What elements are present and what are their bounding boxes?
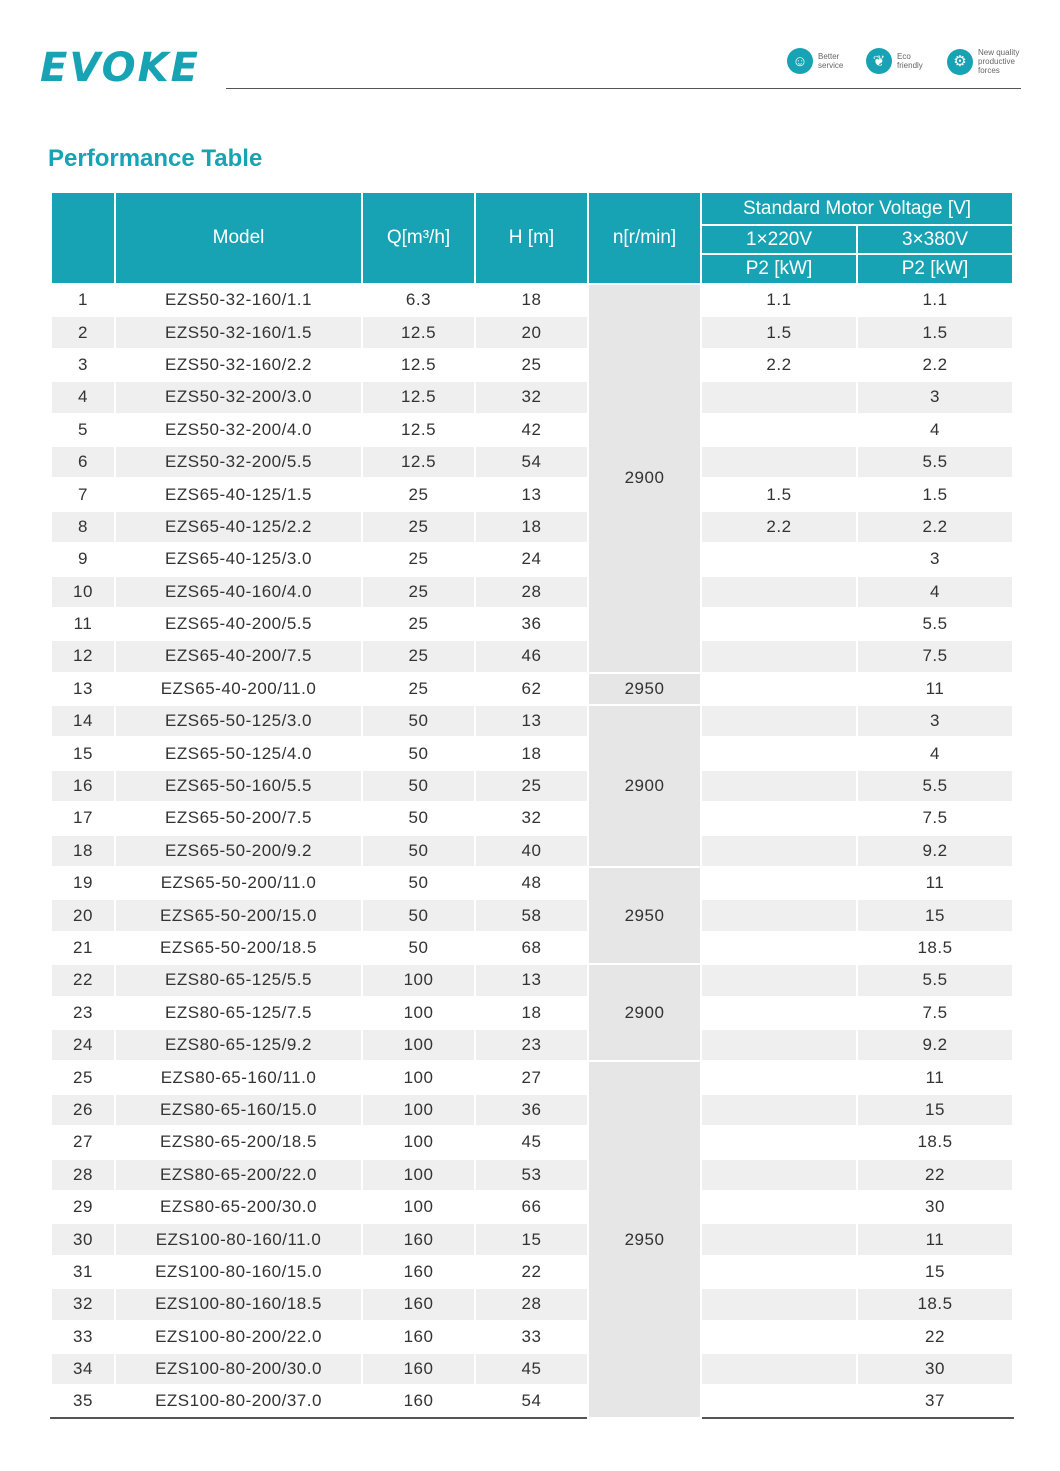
cell-flow: 100: [362, 1029, 475, 1061]
cell-power-1phase: [701, 964, 857, 996]
cell-power-3phase: 18.5: [857, 932, 1013, 964]
cell-index: 19: [51, 867, 115, 899]
header-divider: [226, 88, 1021, 89]
table-row: [51, 576, 1013, 608]
cell-power-1phase: 1.1: [701, 284, 857, 316]
table-row: [51, 1126, 1013, 1158]
table-row: [51, 770, 1013, 802]
cell-index: 25: [51, 1061, 115, 1093]
cell-index: 21: [51, 932, 115, 964]
cell-power-3phase: 7.5: [857, 802, 1013, 834]
cell-flow: 160: [362, 1385, 475, 1417]
cell-power-1phase: [701, 576, 857, 608]
cell-model: EZS80-65-125/9.2: [115, 1029, 362, 1061]
cell-index: 32: [51, 1288, 115, 1320]
cell-model: EZS100-80-200/37.0: [115, 1385, 362, 1417]
cell-index: 2: [51, 316, 115, 348]
cell-head: 58: [475, 899, 588, 931]
gear-icon: ⚙: [947, 49, 973, 75]
table-row: [51, 1061, 1013, 1093]
cell-power-1phase: [701, 414, 857, 446]
cell-flow: 25: [362, 511, 475, 543]
cell-head: 22: [475, 1256, 588, 1288]
table-row: [51, 1321, 1013, 1353]
table-row: [51, 1385, 1013, 1417]
cell-power-1phase: [701, 835, 857, 867]
leaf-icon: ❦: [866, 48, 892, 74]
badge-label: Eco friendly: [897, 52, 923, 70]
cell-model: EZS80-65-125/5.5: [115, 964, 362, 996]
header-flow: Q[m³/h]: [362, 192, 475, 284]
cell-head: 46: [475, 640, 588, 672]
cell-index: 3: [51, 349, 115, 381]
table-row: [51, 1094, 1013, 1126]
cell-head: 48: [475, 867, 588, 899]
table-row: [51, 640, 1013, 672]
cell-model: EZS65-40-125/3.0: [115, 543, 362, 575]
cell-model: EZS65-40-160/4.0: [115, 576, 362, 608]
cell-head: 42: [475, 414, 588, 446]
table-row: [51, 964, 1013, 996]
cell-power-3phase: 5.5: [857, 446, 1013, 478]
cell-model: EZS50-32-200/4.0: [115, 414, 362, 446]
page-title: Performance Table: [48, 145, 263, 172]
table-row: [51, 1353, 1013, 1385]
table-row: [51, 997, 1013, 1029]
cell-model: EZS65-50-125/4.0: [115, 737, 362, 769]
cell-power-1phase: [701, 640, 857, 672]
table-row: [51, 349, 1013, 381]
cell-flow: 12.5: [362, 349, 475, 381]
header-model: Model: [115, 192, 362, 284]
badge-eco-friendly: [866, 48, 923, 74]
cell-head: 15: [475, 1223, 588, 1255]
table-row: [51, 932, 1013, 964]
header-1phase: 1×220V: [701, 225, 857, 254]
cell-speed: 2950: [588, 673, 701, 705]
evoke-logo: EVOKE: [40, 45, 200, 91]
cell-index: 18: [51, 835, 115, 867]
cell-power-1phase: [701, 867, 857, 899]
cell-index: 35: [51, 1385, 115, 1417]
cell-flow: 100: [362, 964, 475, 996]
table-row: [51, 737, 1013, 769]
header-index: [51, 192, 115, 284]
cell-power-3phase: 11: [857, 1223, 1013, 1255]
cell-flow: 50: [362, 802, 475, 834]
cell-model: EZS100-80-160/18.5: [115, 1288, 362, 1320]
performance-table: [50, 191, 1014, 1419]
table-row: [51, 1191, 1013, 1223]
cell-flow: 12.5: [362, 446, 475, 478]
cell-power-3phase: 15: [857, 1256, 1013, 1288]
cell-power-1phase: [701, 446, 857, 478]
cell-speed: 2900: [588, 964, 701, 1061]
cell-model: EZS65-50-160/5.5: [115, 770, 362, 802]
cell-model: EZS65-50-200/15.0: [115, 899, 362, 931]
cell-flow: 100: [362, 1159, 475, 1191]
cell-flow: 50: [362, 932, 475, 964]
cell-model: EZS80-65-160/11.0: [115, 1061, 362, 1093]
cell-power-3phase: 37: [857, 1385, 1013, 1417]
cell-head: 32: [475, 802, 588, 834]
cell-index: 28: [51, 1159, 115, 1191]
cell-model: EZS65-40-200/5.5: [115, 608, 362, 640]
cell-power-1phase: [701, 802, 857, 834]
cell-power-3phase: 22: [857, 1159, 1013, 1191]
table-row: [51, 867, 1013, 899]
cell-index: 1: [51, 284, 115, 316]
cell-flow: 25: [362, 576, 475, 608]
cell-power-1phase: 1.5: [701, 316, 857, 348]
cell-model: EZS80-65-125/7.5: [115, 997, 362, 1029]
table-row: [51, 543, 1013, 575]
cell-head: 66: [475, 1191, 588, 1223]
cell-index: 5: [51, 414, 115, 446]
table-row: [51, 1159, 1013, 1191]
cell-power-1phase: [701, 1288, 857, 1320]
cell-index: 12: [51, 640, 115, 672]
cell-power-3phase: 30: [857, 1353, 1013, 1385]
cell-model: EZS100-80-160/15.0: [115, 1256, 362, 1288]
cell-index: 14: [51, 705, 115, 737]
cell-flow: 50: [362, 835, 475, 867]
cell-power-1phase: [701, 1126, 857, 1158]
cell-model: EZS65-40-125/1.5: [115, 478, 362, 510]
cell-flow: 160: [362, 1321, 475, 1353]
cell-head: 23: [475, 1029, 588, 1061]
cell-flow: 160: [362, 1288, 475, 1320]
cell-head: 27: [475, 1061, 588, 1093]
cell-index: 8: [51, 511, 115, 543]
cell-flow: 50: [362, 705, 475, 737]
header-speed: n[r/min]: [588, 192, 701, 284]
cell-index: 33: [51, 1321, 115, 1353]
table-row: [51, 414, 1013, 446]
cell-model: EZS100-80-200/22.0: [115, 1321, 362, 1353]
cell-power-1phase: 2.2: [701, 511, 857, 543]
table-row: [51, 478, 1013, 510]
cell-power-3phase: 1.5: [857, 478, 1013, 510]
cell-head: 36: [475, 608, 588, 640]
cell-model: EZS50-32-200/5.5: [115, 446, 362, 478]
cell-model: EZS65-40-125/2.2: [115, 511, 362, 543]
headset-icon: ☺: [787, 48, 813, 74]
cell-flow: 25: [362, 543, 475, 575]
cell-head: 28: [475, 576, 588, 608]
cell-head: 20: [475, 316, 588, 348]
cell-index: 6: [51, 446, 115, 478]
header-voltage: Standard Motor Voltage [V]: [701, 192, 1013, 225]
cell-head: 54: [475, 1385, 588, 1417]
cell-power-3phase: 4: [857, 737, 1013, 769]
cell-power-3phase: 11: [857, 673, 1013, 705]
cell-power-1phase: [701, 770, 857, 802]
badge-label: New quality productive forces: [978, 48, 1020, 75]
cell-power-1phase: [701, 1029, 857, 1061]
table-row: [51, 316, 1013, 348]
cell-power-1phase: [701, 737, 857, 769]
cell-index: 34: [51, 1353, 115, 1385]
cell-power-3phase: 3: [857, 705, 1013, 737]
cell-model: EZS50-32-160/2.2: [115, 349, 362, 381]
cell-model: EZS65-50-125/3.0: [115, 705, 362, 737]
cell-index: 23: [51, 997, 115, 1029]
table-body: [51, 284, 1013, 1418]
cell-power-1phase: [701, 932, 857, 964]
cell-head: 13: [475, 478, 588, 510]
cell-index: 7: [51, 478, 115, 510]
cell-flow: 6.3: [362, 284, 475, 316]
cell-index: 31: [51, 1256, 115, 1288]
cell-power-1phase: [701, 1353, 857, 1385]
cell-flow: 100: [362, 1126, 475, 1158]
table-row: [51, 1288, 1013, 1320]
cell-power-3phase: 15: [857, 899, 1013, 931]
cell-flow: 25: [362, 478, 475, 510]
cell-flow: 50: [362, 899, 475, 931]
cell-power-1phase: [701, 1191, 857, 1223]
cell-head: 53: [475, 1159, 588, 1191]
cell-flow: 50: [362, 770, 475, 802]
table-row: [51, 802, 1013, 834]
table-row: [51, 1223, 1013, 1255]
cell-flow: 50: [362, 737, 475, 769]
cell-power-3phase: 5.5: [857, 608, 1013, 640]
cell-speed: 2950: [588, 867, 701, 964]
table-row: [51, 381, 1013, 413]
cell-power-3phase: 18.5: [857, 1126, 1013, 1158]
cell-model: EZS50-32-160/1.5: [115, 316, 362, 348]
header-power-3phase: P2 [kW]: [857, 254, 1013, 284]
cell-head: 68: [475, 932, 588, 964]
cell-index: 17: [51, 802, 115, 834]
cell-index: 16: [51, 770, 115, 802]
cell-head: 32: [475, 381, 588, 413]
cell-head: 13: [475, 964, 588, 996]
cell-index: 29: [51, 1191, 115, 1223]
cell-head: 62: [475, 673, 588, 705]
cell-head: 45: [475, 1126, 588, 1158]
table-row: [51, 446, 1013, 478]
header-head: H [m]: [475, 192, 588, 284]
cell-head: 18: [475, 511, 588, 543]
cell-power-1phase: 2.2: [701, 349, 857, 381]
cell-power-3phase: 30: [857, 1191, 1013, 1223]
cell-model: EZS65-50-200/9.2: [115, 835, 362, 867]
cell-index: 24: [51, 1029, 115, 1061]
cell-index: 30: [51, 1223, 115, 1255]
cell-power-1phase: 1.5: [701, 478, 857, 510]
cell-index: 4: [51, 381, 115, 413]
cell-head: 18: [475, 284, 588, 316]
cell-flow: 12.5: [362, 316, 475, 348]
cell-model: EZS50-32-160/1.1: [115, 284, 362, 316]
cell-power-3phase: 7.5: [857, 997, 1013, 1029]
cell-model: EZS80-65-200/30.0: [115, 1191, 362, 1223]
table-row: [51, 284, 1013, 316]
cell-model: EZS80-65-200/22.0: [115, 1159, 362, 1191]
cell-power-3phase: 3: [857, 381, 1013, 413]
cell-head: 24: [475, 543, 588, 575]
cell-model: EZS100-80-200/30.0: [115, 1353, 362, 1385]
cell-head: 18: [475, 997, 588, 1029]
badge-better-service: [787, 48, 843, 74]
cell-model: EZS65-50-200/7.5: [115, 802, 362, 834]
cell-power-1phase: [701, 1061, 857, 1093]
cell-head: 28: [475, 1288, 588, 1320]
cell-power-1phase: [701, 543, 857, 575]
cell-power-1phase: [701, 1256, 857, 1288]
cell-model: EZS100-80-160/11.0: [115, 1223, 362, 1255]
cell-power-3phase: 7.5: [857, 640, 1013, 672]
cell-power-3phase: 2.2: [857, 349, 1013, 381]
cell-index: 9: [51, 543, 115, 575]
cell-flow: 160: [362, 1223, 475, 1255]
cell-flow: 100: [362, 1191, 475, 1223]
cell-flow: 100: [362, 1094, 475, 1126]
table-row: [51, 608, 1013, 640]
cell-flow: 12.5: [362, 381, 475, 413]
cell-power-1phase: [701, 899, 857, 931]
table-row: [51, 673, 1013, 705]
cell-index: 10: [51, 576, 115, 608]
cell-flow: 25: [362, 608, 475, 640]
cell-power-3phase: 3: [857, 543, 1013, 575]
cell-power-3phase: 11: [857, 867, 1013, 899]
cell-index: 15: [51, 737, 115, 769]
table-row: [51, 705, 1013, 737]
cell-power-1phase: [701, 1385, 857, 1417]
cell-model: EZS65-40-200/7.5: [115, 640, 362, 672]
cell-power-1phase: [701, 381, 857, 413]
table-row: [51, 1256, 1013, 1288]
cell-power-1phase: [701, 1094, 857, 1126]
cell-power-3phase: 5.5: [857, 964, 1013, 996]
table-row: [51, 899, 1013, 931]
cell-flow: 160: [362, 1256, 475, 1288]
cell-flow: 100: [362, 1061, 475, 1093]
cell-head: 45: [475, 1353, 588, 1385]
badge-label: Better service: [818, 52, 844, 70]
cell-flow: 100: [362, 997, 475, 1029]
cell-flow: 50: [362, 867, 475, 899]
cell-flow: 25: [362, 673, 475, 705]
table-row: [51, 1029, 1013, 1061]
cell-head: 13: [475, 705, 588, 737]
cell-power-3phase: 9.2: [857, 1029, 1013, 1061]
cell-power-3phase: 9.2: [857, 835, 1013, 867]
cell-head: 33: [475, 1321, 588, 1353]
cell-power-1phase: [701, 608, 857, 640]
cell-index: 22: [51, 964, 115, 996]
cell-model: EZS80-65-200/18.5: [115, 1126, 362, 1158]
cell-head: 18: [475, 737, 588, 769]
table-row: [51, 511, 1013, 543]
cell-power-1phase: [701, 997, 857, 1029]
cell-power-1phase: [701, 1223, 857, 1255]
badge-new-quality: [947, 48, 1019, 75]
cell-power-1phase: [701, 705, 857, 737]
cell-index: 11: [51, 608, 115, 640]
cell-flow: 160: [362, 1353, 475, 1385]
cell-power-3phase: 22: [857, 1321, 1013, 1353]
cell-power-3phase: 1.1: [857, 284, 1013, 316]
cell-power-3phase: 4: [857, 576, 1013, 608]
cell-index: 26: [51, 1094, 115, 1126]
cell-model: EZS80-65-160/15.0: [115, 1094, 362, 1126]
cell-model: EZS65-40-200/11.0: [115, 673, 362, 705]
header-power-1phase: P2 [kW]: [701, 254, 857, 284]
cell-power-1phase: [701, 1159, 857, 1191]
cell-index: 13: [51, 673, 115, 705]
cell-model: EZS65-50-200/18.5: [115, 932, 362, 964]
cell-speed: 2900: [588, 284, 701, 673]
cell-head: 36: [475, 1094, 588, 1126]
cell-power-1phase: [701, 1321, 857, 1353]
cell-model: EZS50-32-200/3.0: [115, 381, 362, 413]
cell-index: 27: [51, 1126, 115, 1158]
cell-power-3phase: 15: [857, 1094, 1013, 1126]
cell-head: 25: [475, 770, 588, 802]
cell-power-3phase: 18.5: [857, 1288, 1013, 1320]
cell-flow: 25: [362, 640, 475, 672]
cell-flow: 12.5: [362, 414, 475, 446]
cell-power-3phase: 2.2: [857, 511, 1013, 543]
cell-index: 20: [51, 899, 115, 931]
cell-speed: 2900: [588, 705, 701, 867]
cell-head: 40: [475, 835, 588, 867]
table-row: [51, 835, 1013, 867]
cell-power-3phase: 1.5: [857, 316, 1013, 348]
cell-speed: 2950: [588, 1061, 701, 1417]
cell-power-3phase: 5.5: [857, 770, 1013, 802]
cell-head: 54: [475, 446, 588, 478]
cell-head: 25: [475, 349, 588, 381]
cell-power-3phase: 11: [857, 1061, 1013, 1093]
cell-model: EZS65-50-200/11.0: [115, 867, 362, 899]
header-3phase: 3×380V: [857, 225, 1013, 254]
cell-power-1phase: [701, 673, 857, 705]
cell-power-3phase: 4: [857, 414, 1013, 446]
